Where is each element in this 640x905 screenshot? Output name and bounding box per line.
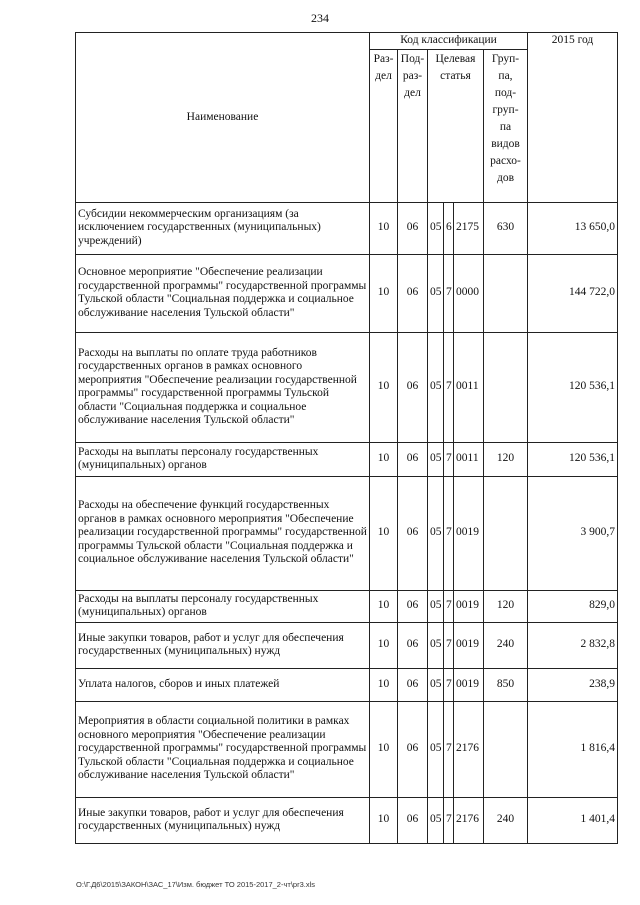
row-razdel: 10 [370,797,398,843]
row-podrazdel: 06 [398,254,428,332]
row-razdel: 10 [370,202,398,254]
footer-file-path: O:\Г.Д6\2015\ЗАКОН\ЗАС_17\Изм. бюджет ТО 2015-2017_2-чт\pr3.xls [76,880,315,889]
row-group: 240 [484,797,528,843]
row-target-part2: 7 [444,332,454,442]
header-year: 2015 год [528,33,618,203]
row-target-part1: 05 [428,590,444,622]
row-name: Мероприятия в области социальной политики в рамках основного мероприятия "Обеспечение реализации государственной программы" государственной программы Тульской области "Социальная поддержка и социальное обслуживание населения Тульской области" [76,701,370,797]
row-target-part3: 0011 [454,442,484,476]
header-target-article: Целевая статья [428,49,484,202]
row-target-part2: 7 [444,797,454,843]
row-target-part1: 05 [428,254,444,332]
row-name: Иные закупки товаров, работ и услуг для обеспечения государственных (муниципальных) нужд [76,622,370,668]
row-target-part2: 7 [444,622,454,668]
row-razdel: 10 [370,442,398,476]
row-group: 850 [484,668,528,701]
table-row [76,797,618,843]
row-target-part1: 05 [428,202,444,254]
table-header [76,33,618,203]
row-target-part1: 05 [428,622,444,668]
row-podrazdel: 06 [398,668,428,701]
row-target-part1: 05 [428,701,444,797]
row-name: Расходы на обеспечение функций государственных органов в рамках основного мероприятия "Обеспечение реализации государственной программы" государственной программы Тульской области "Социальная поддержка и социальное обслуживание населения Тульской области" [76,476,370,590]
row-target-part3: 2175 [454,202,484,254]
row-amount: 3 900,7 [528,476,618,590]
row-podrazdel: 06 [398,442,428,476]
row-group [484,254,528,332]
table-row [76,668,618,701]
row-target-part1: 05 [428,668,444,701]
table-row [76,590,618,622]
table-row [76,476,618,590]
row-target-part1: 05 [428,476,444,590]
row-target-part3: 2176 [454,797,484,843]
row-target-part2: 7 [444,254,454,332]
row-amount: 2 832,8 [528,622,618,668]
row-razdel: 10 [370,668,398,701]
table-row [76,254,618,332]
table-row [76,332,618,442]
row-amount: 829,0 [528,590,618,622]
row-amount: 120 536,1 [528,332,618,442]
row-razdel: 10 [370,332,398,442]
row-target-part3: 0000 [454,254,484,332]
table-row [76,701,618,797]
header-razdel: Раз- дел [370,49,398,202]
row-podrazdel: 06 [398,332,428,442]
row-podrazdel: 06 [398,476,428,590]
header-code-classification: Код классификации [370,33,528,50]
row-target-part3: 0011 [454,332,484,442]
row-podrazdel: 06 [398,590,428,622]
row-amount: 144 722,0 [528,254,618,332]
row-target-part2: 7 [444,590,454,622]
row-name: Расходы на выплаты по оплате труда работников государственных органов в рамках основного мероприятия "Обеспечение реализации государственной программы" государственной программы Тульской области "Социальная поддержка и социальное обслуживание населения Тульской области" [76,332,370,442]
row-target-part1: 05 [428,797,444,843]
row-name: Основное мероприятие "Обеспечение реализации государственной программы" государственной программы Тульской области "Социальная поддержка и социальное обслуживание населения Тульской области" [76,254,370,332]
row-amount: 13 650,0 [528,202,618,254]
row-amount: 1 401,4 [528,797,618,843]
row-podrazdel: 06 [398,202,428,254]
row-group: 120 [484,442,528,476]
row-target-part2: 7 [444,476,454,590]
table-row [76,202,618,254]
row-amount: 120 536,1 [528,442,618,476]
row-podrazdel: 06 [398,701,428,797]
row-target-part3: 0019 [454,668,484,701]
row-target-part3: 0019 [454,476,484,590]
row-name: Уплата налогов, сборов и иных платежей [76,668,370,701]
row-amount: 238,9 [528,668,618,701]
row-amount: 1 816,4 [528,701,618,797]
row-target-part3: 0019 [454,590,484,622]
row-target-part2: 7 [444,701,454,797]
row-target-part1: 05 [428,332,444,442]
row-group [484,332,528,442]
row-target-part2: 7 [444,668,454,701]
row-target-part2: 6 [444,202,454,254]
header-podrazdel: Под- раз- дел [398,49,428,202]
row-target-part3: 0019 [454,622,484,668]
row-name: Расходы на выплаты персоналу государственных (муниципальных) органов [76,442,370,476]
row-name: Иные закупки товаров, работ и услуг для обеспечения государственных (муниципальных) нужд [76,797,370,843]
row-razdel: 10 [370,701,398,797]
row-podrazdel: 06 [398,622,428,668]
header-name: Наименование [76,33,370,203]
row-target-part1: 05 [428,442,444,476]
row-razdel: 10 [370,254,398,332]
row-group: 630 [484,202,528,254]
row-group [484,701,528,797]
table-row [76,442,618,476]
table-body [76,202,618,843]
row-razdel: 10 [370,476,398,590]
page-number: 234 [311,11,329,25]
row-razdel: 10 [370,622,398,668]
row-group: 120 [484,590,528,622]
row-name: Субсидии некоммерческим организациям (за исключением государственных (муниципальных) учреждений) [76,202,370,254]
row-podrazdel: 06 [398,797,428,843]
row-razdel: 10 [370,590,398,622]
row-name: Расходы на выплаты персоналу государственных (муниципальных) органов [76,590,370,622]
budget-table [75,32,618,844]
table-row [76,622,618,668]
header-group: Груп- па, под- груп- па видов расхо- дов [484,49,528,202]
row-target-part2: 7 [444,442,454,476]
row-group: 240 [484,622,528,668]
row-group [484,476,528,590]
row-target-part3: 2176 [454,701,484,797]
